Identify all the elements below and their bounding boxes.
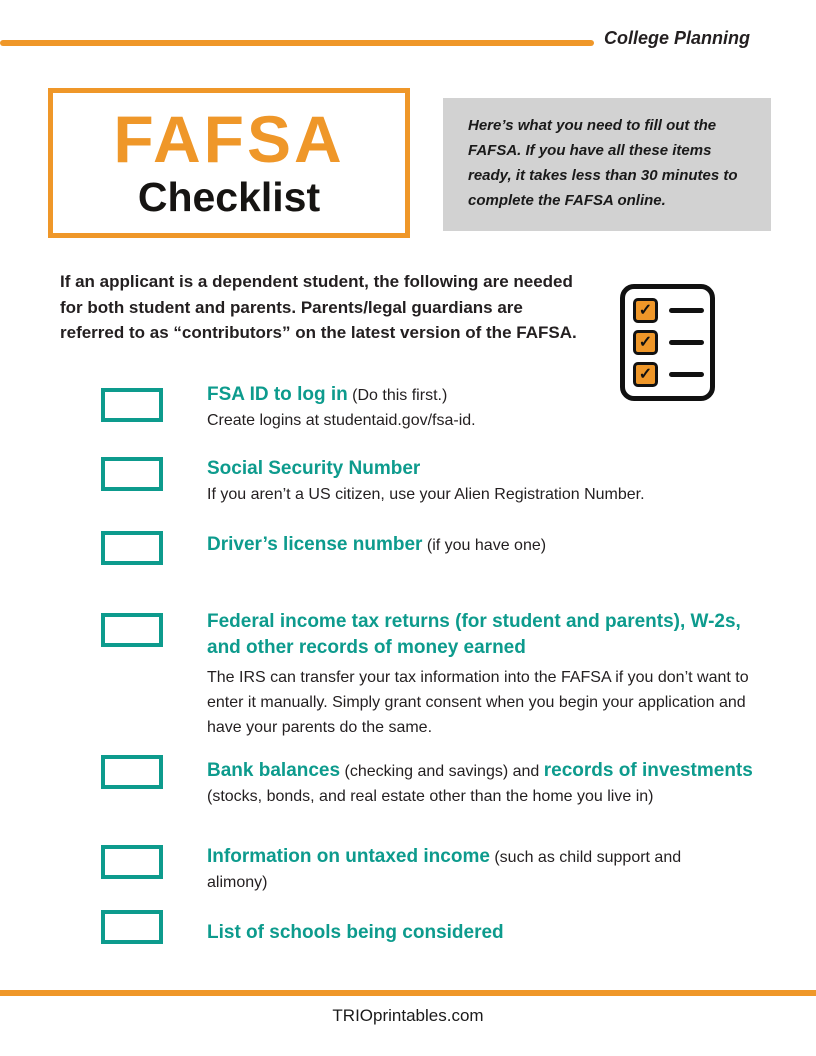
category-label: College Planning bbox=[604, 28, 751, 48]
item-title-line bbox=[207, 532, 782, 558]
intro-text bbox=[60, 269, 577, 346]
item-title: FSA ID to log in bbox=[207, 384, 348, 405]
item-title-line bbox=[207, 844, 782, 870]
intro-line: referred to as “contributors” on the latest version of the FAFSA. bbox=[60, 323, 577, 342]
item-title: Social Security Number bbox=[207, 458, 421, 479]
item-checkbox-bank-balances[interactable] bbox=[101, 755, 163, 789]
note-line: FAFSA. If you have all these items bbox=[468, 142, 712, 159]
list-line bbox=[669, 372, 704, 377]
item-description: alimony) bbox=[207, 874, 268, 891]
item-title-line bbox=[207, 382, 782, 408]
item-checkbox-schools-list[interactable] bbox=[101, 910, 163, 944]
note-line: Here’s what you need to fill out the bbox=[468, 117, 717, 134]
item-text-tax-returns bbox=[207, 609, 782, 740]
item-title-line bbox=[207, 609, 782, 635]
item-checkbox-ssn[interactable] bbox=[101, 457, 163, 491]
item-description: Create logins at studentaid.gov/fsa-id. bbox=[207, 412, 476, 429]
item-checkbox-fsa-id[interactable] bbox=[101, 388, 163, 422]
item-title-suffix: (Do this first.) bbox=[347, 387, 448, 404]
clipboard-row bbox=[633, 298, 704, 323]
item-title-line bbox=[207, 758, 782, 784]
item-text-fsa-id bbox=[207, 382, 782, 433]
checkmark-icon: ✓ bbox=[638, 333, 653, 351]
item-description-line: The IRS can transfer your tax information into the FAFSA if you don’t want to bbox=[207, 669, 749, 686]
item-title: Bank balances bbox=[207, 760, 341, 781]
item-checkbox-drivers-license[interactable] bbox=[101, 531, 163, 565]
checkmark-icon: ✓ bbox=[638, 301, 653, 319]
footer-site-label: TRIOprintables.com bbox=[332, 1006, 484, 1025]
item-description-line: enter it manually. Simply grant consent when you begin your application and bbox=[207, 694, 746, 711]
note-line: complete the FAFSA online. bbox=[468, 192, 666, 209]
item-title-suffix: (such as child support and bbox=[489, 849, 682, 866]
checkmark-icon: ✓ bbox=[638, 365, 653, 383]
header-accent-line bbox=[0, 40, 594, 46]
note-line: ready, it takes less than 30 minutes to bbox=[468, 167, 738, 184]
note-box bbox=[443, 98, 771, 231]
intro-line: If an applicant is a dependent student, the following are needed bbox=[60, 272, 573, 291]
footer-accent-line bbox=[0, 990, 816, 996]
intro-line: for both student and parents. Parents/legal guardians are bbox=[60, 297, 523, 317]
item-title-second: records of investments bbox=[543, 760, 753, 781]
item-title: and other records of money earned bbox=[207, 637, 526, 658]
item-title-line bbox=[207, 920, 782, 946]
item-description: (stocks, bonds, and real estate other than the home you live in) bbox=[207, 788, 654, 805]
item-text-drivers-license bbox=[207, 532, 782, 558]
item-description: If you aren’t a US citizen, use your Alien Registration Number. bbox=[207, 486, 645, 503]
checked-box-icon bbox=[633, 330, 658, 355]
item-title: Driver’s license number bbox=[207, 534, 423, 555]
item-title-line bbox=[207, 635, 782, 661]
item-description bbox=[207, 665, 782, 740]
list-line bbox=[669, 308, 704, 313]
item-checkbox-untaxed-income[interactable] bbox=[101, 845, 163, 879]
item-title-suffix: (checking and savings) and bbox=[340, 763, 544, 780]
item-text-bank-balances bbox=[207, 758, 782, 809]
item-text-ssn bbox=[207, 456, 782, 507]
list-line bbox=[669, 340, 704, 345]
title-box bbox=[48, 88, 410, 238]
item-text-schools-list bbox=[207, 920, 782, 946]
checked-box-icon bbox=[633, 298, 658, 323]
item-title-suffix: (if you have one) bbox=[422, 537, 547, 554]
page-title: FAFSA bbox=[113, 101, 345, 176]
clipboard-row bbox=[633, 330, 704, 355]
item-text-untaxed-income bbox=[207, 844, 782, 895]
item-checkbox-tax-returns[interactable] bbox=[101, 613, 163, 647]
item-title: Federal income tax returns (for student and parents), W-2s, bbox=[207, 611, 741, 632]
item-title: Information on untaxed income bbox=[207, 846, 490, 867]
item-title: List of schools being considered bbox=[207, 922, 504, 943]
item-description-line: have your parents do the same. bbox=[207, 719, 433, 736]
item-title-line bbox=[207, 456, 782, 482]
page-subtitle: Checklist bbox=[137, 173, 321, 220]
